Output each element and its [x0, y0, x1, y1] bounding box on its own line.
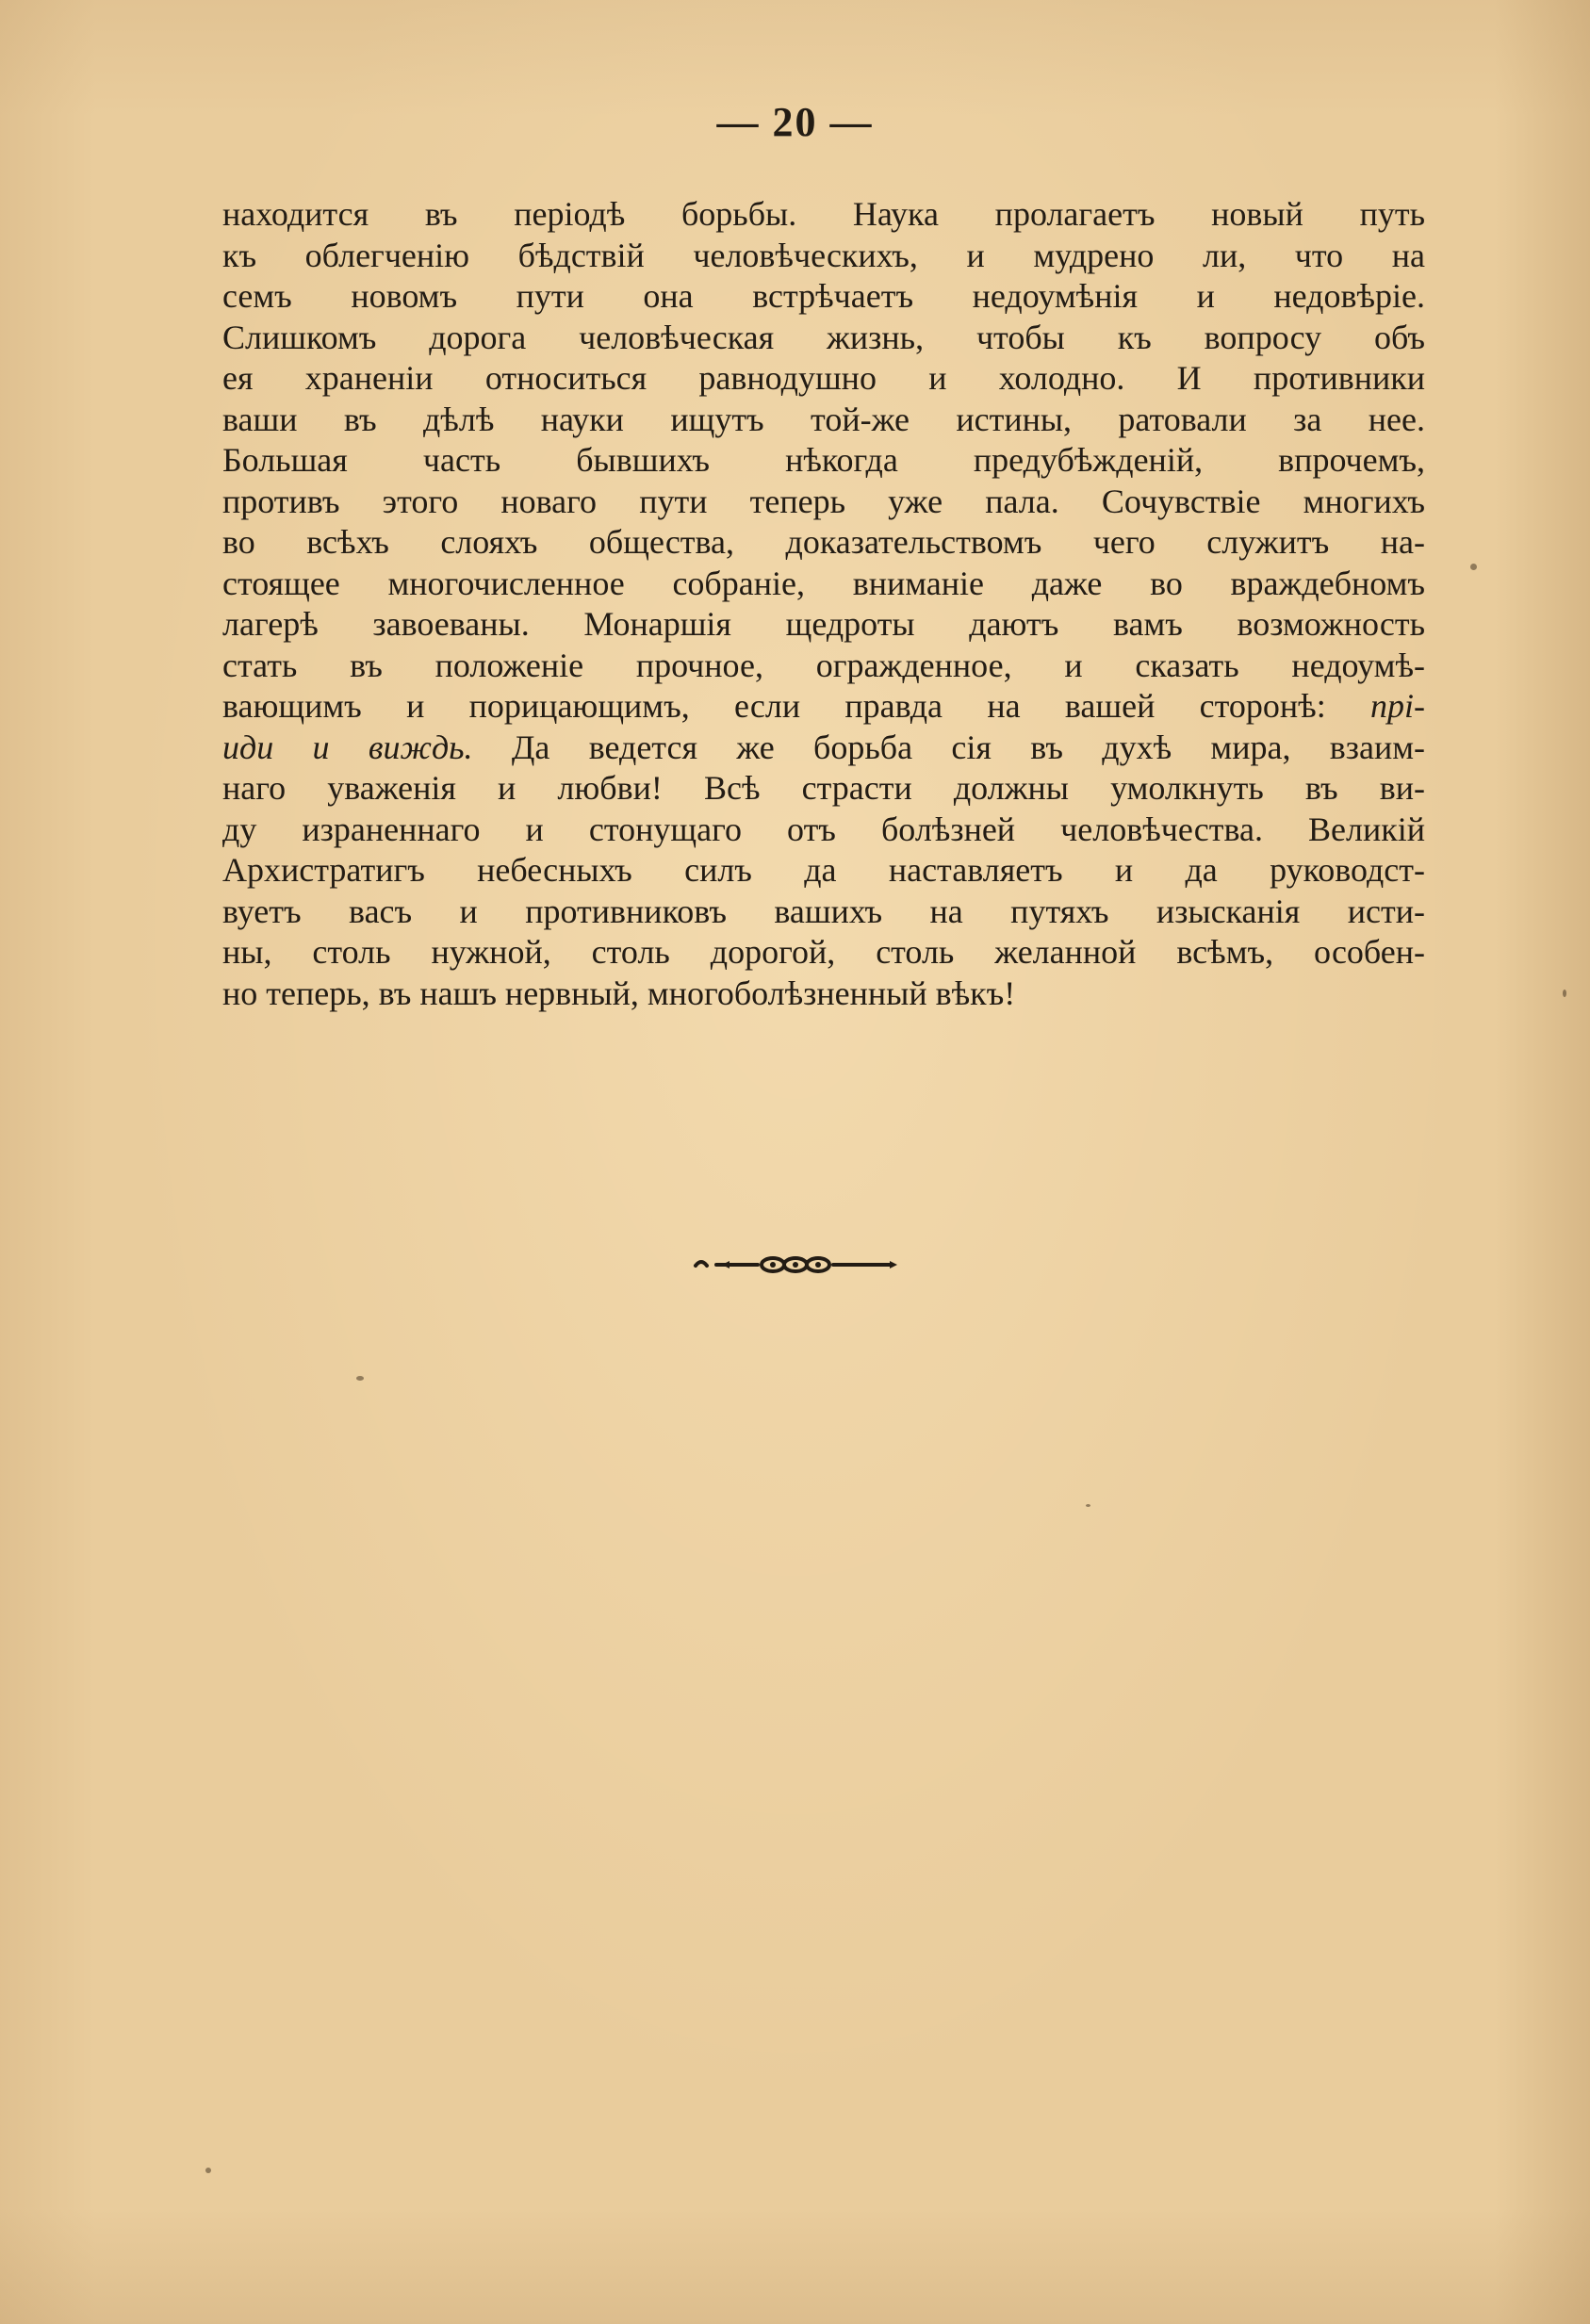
italic-quote: иди и виждь.: [222, 728, 473, 766]
text-line: лагерѣ завоеваны. Монаршія щедроты даютъ вамъ возможность: [222, 605, 1425, 643]
text-line: ду израненнаго и стонущаго отъ болѣзней человѣчества. Великій: [222, 810, 1425, 848]
text-line: къ облегченію бѣдствій человѣческихъ, и мудрено ли, что на: [222, 236, 1425, 274]
speck: [1563, 990, 1566, 997]
italic-quote: прі-: [1370, 687, 1425, 725]
text-line-main: Да ведется же борьба сія въ духѣ мира, взаим-: [511, 728, 1425, 766]
text-line-main: вающимъ и порицающимъ, если правда на вашей сторонѣ:: [222, 687, 1326, 725]
text-line: [222, 728, 1425, 769]
ornament-icon: [692, 1251, 899, 1279]
body-text: [222, 194, 1425, 1014]
text-line: Архистратигъ небесныхъ силъ да наставляетъ и да руководст-: [222, 851, 1425, 889]
speck: [1470, 564, 1477, 570]
text-line: Большая часть бывшихъ нѣкогда предубѣжденій, впрочемъ,: [222, 441, 1425, 479]
speck: [356, 1376, 364, 1381]
text-line: [222, 686, 1425, 728]
text-line: ваши въ дѣлѣ науки ищутъ той-же истины, ратовали за нее.: [222, 400, 1425, 438]
page-number: — 20 —: [716, 99, 874, 145]
speck: [1086, 1504, 1090, 1507]
ornament-divider: [0, 1246, 1590, 1284]
text-line: находится въ періодѣ борьбы. Наука пролагаетъ новый путь: [222, 195, 1425, 233]
text-line: противъ этого новаго пути теперь уже пала. Сочувствіе многихъ: [222, 482, 1425, 520]
text-line: вуетъ васъ и противниковъ вашихъ на путяхъ изысканія исти-: [222, 892, 1425, 930]
text-line: ны, столь нужной, столь дорогой, столь желанной всѣмъ, особен-: [222, 933, 1425, 971]
text-line: наго уваженія и любви! Всѣ страсти должны умолкнуть въ ви-: [222, 769, 1425, 807]
text-line: ея храненіи относиться равнодушно и холодно. И противники: [222, 359, 1425, 397]
text-line: Слишкомъ дорога человѣческая жизнь, чтобы къ вопросу объ: [222, 318, 1425, 356]
text-line: но теперь, въ нашъ нервный, многоболѣзненный вѣкъ!: [222, 974, 1016, 1012]
text-line: стать въ положеніе прочное, огражденное, и сказать недоумѣ-: [222, 646, 1425, 684]
text-line: во всѣхъ слояхъ общества, доказательствомъ чего служитъ на-: [222, 523, 1425, 561]
speck: [205, 2168, 211, 2173]
text-line: семъ новомъ пути она встрѣчаетъ недоумѣнія и недовѣріе.: [222, 277, 1425, 315]
text-line: стоящее многочисленное собраніе, вниманіе даже во враждебномъ: [222, 564, 1425, 602]
